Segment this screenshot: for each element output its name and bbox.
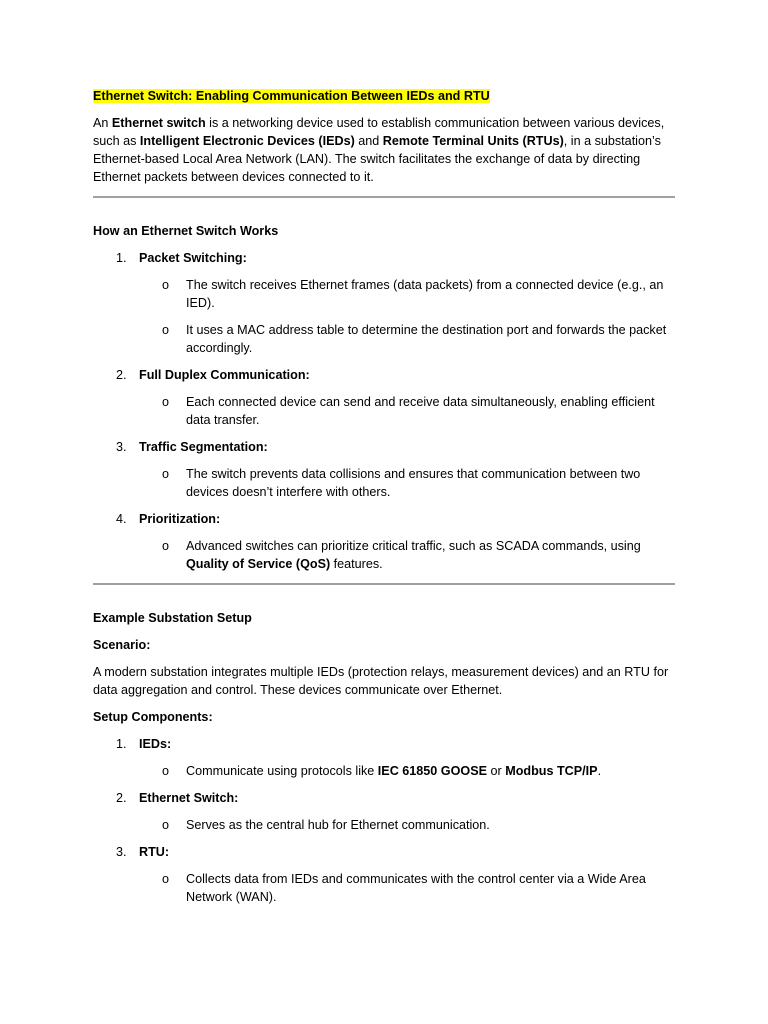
numbered-item — [93, 789, 675, 807]
bullet-text: It uses a MAC address table to determine the destination port and forwards the packet accordingly. — [186, 323, 667, 355]
horizontal-divider — [93, 196, 675, 198]
intro-text: and — [354, 134, 383, 148]
intro-paragraph — [93, 114, 675, 186]
item-label: Traffic Segmentation: — [139, 440, 268, 454]
intro-text: An — [93, 116, 112, 130]
intro-bold-term: Ethernet switch — [111, 116, 206, 130]
section-heading: Example Substation Setup — [93, 611, 252, 625]
bullet-item — [93, 870, 675, 906]
bullet-text-part: Communicate using protocols like — [186, 764, 378, 778]
highlighted-title: Ethernet Switch: Enabling Communication Between IEDs and RTU — [93, 89, 490, 103]
bullet-text: The switch prevents data collisions and ensures that communication between two devices doesn’t interfere with others. — [186, 467, 641, 499]
item-number: 3. — [116, 440, 127, 454]
bullet-icon: o — [162, 764, 170, 778]
item-number: 1. — [116, 737, 127, 751]
numbered-item — [93, 843, 675, 861]
item-label: RTU: — [139, 845, 170, 859]
intro-text: , in a substation’s Ethernet-based Local Area Network (LAN). The switch facilitates the exchange of data by directing Ethernet packets between devices connected to it. — [93, 134, 661, 184]
scenario-paragraph: A modern substation integrates multiple IEDs (protection relays, measurement devices) and an RTU for data aggregation and control. These devices communicate over Ethernet. — [93, 665, 669, 697]
item-number: 3. — [116, 845, 127, 859]
bullet-item — [93, 276, 675, 312]
intro-text: is a networking device used to establish communication between various devices, such as — [93, 116, 665, 148]
bullet-icon: o — [162, 323, 170, 337]
scenario-label: Scenario: — [93, 638, 151, 652]
bullet-text — [186, 539, 641, 571]
item-number: 4. — [116, 512, 127, 526]
numbered-item — [93, 438, 675, 456]
bullet-text-part: Advanced switches can prioritize critical traffic, such as SCADA commands, using — [186, 539, 641, 553]
bullet-item — [93, 537, 675, 573]
bullet-bold-term: Quality of Service (QoS) — [186, 557, 331, 571]
bullet-icon: o — [162, 872, 170, 886]
bullet-item — [93, 393, 675, 429]
document-title — [93, 87, 675, 105]
horizontal-divider — [93, 583, 675, 585]
bullet-text-part: features. — [330, 557, 383, 571]
item-label: Full Duplex Communication: — [139, 368, 310, 382]
intro-bold-term: Remote Terminal Units (RTUs) — [382, 134, 564, 148]
numbered-item — [93, 735, 675, 753]
document-body — [93, 87, 675, 915]
bullet-text-part: . — [597, 764, 602, 778]
item-number: 2. — [116, 791, 127, 805]
item-label: Prioritization: — [139, 512, 221, 526]
numbered-item — [93, 249, 675, 267]
section-heading: How an Ethernet Switch Works — [93, 224, 279, 238]
bullet-icon: o — [162, 467, 170, 481]
item-label: Ethernet Switch: — [139, 791, 239, 805]
bullet-bold-term: IEC 61850 GOOSE — [377, 764, 487, 778]
bullet-item — [93, 321, 675, 357]
bullet-text-part: or — [487, 764, 506, 778]
bullet-text: The switch receives Ethernet frames (data packets) from a connected device (e.g., an IED). — [186, 278, 664, 310]
bullet-text: Serves as the central hub for Ethernet communication. — [186, 818, 490, 832]
components-label: Setup Components: — [93, 710, 213, 724]
bullet-text: Collects data from IEDs and communicates with the control center via a Wide Area Network (WAN). — [186, 872, 646, 904]
numbered-item — [93, 510, 675, 528]
item-number: 2. — [116, 368, 127, 382]
intro-bold-term: Intelligent Electronic Devices (IEDs) — [139, 134, 355, 148]
bullet-bold-term: Modbus TCP/IP — [505, 764, 598, 778]
bullet-icon: o — [162, 818, 170, 832]
bullet-item — [93, 816, 675, 834]
item-label: Packet Switching: — [139, 251, 247, 265]
bullet-icon: o — [162, 395, 170, 409]
bullet-item — [93, 762, 675, 780]
numbered-item — [93, 366, 675, 384]
bullet-text — [186, 764, 601, 778]
item-number: 1. — [116, 251, 127, 265]
bullet-icon: o — [162, 278, 170, 292]
bullet-item — [93, 465, 675, 501]
bullet-text: Each connected device can send and receive data simultaneously, enabling efficient data transfer. — [186, 395, 655, 427]
item-label: IEDs: — [139, 737, 172, 751]
bullet-icon: o — [162, 539, 170, 553]
